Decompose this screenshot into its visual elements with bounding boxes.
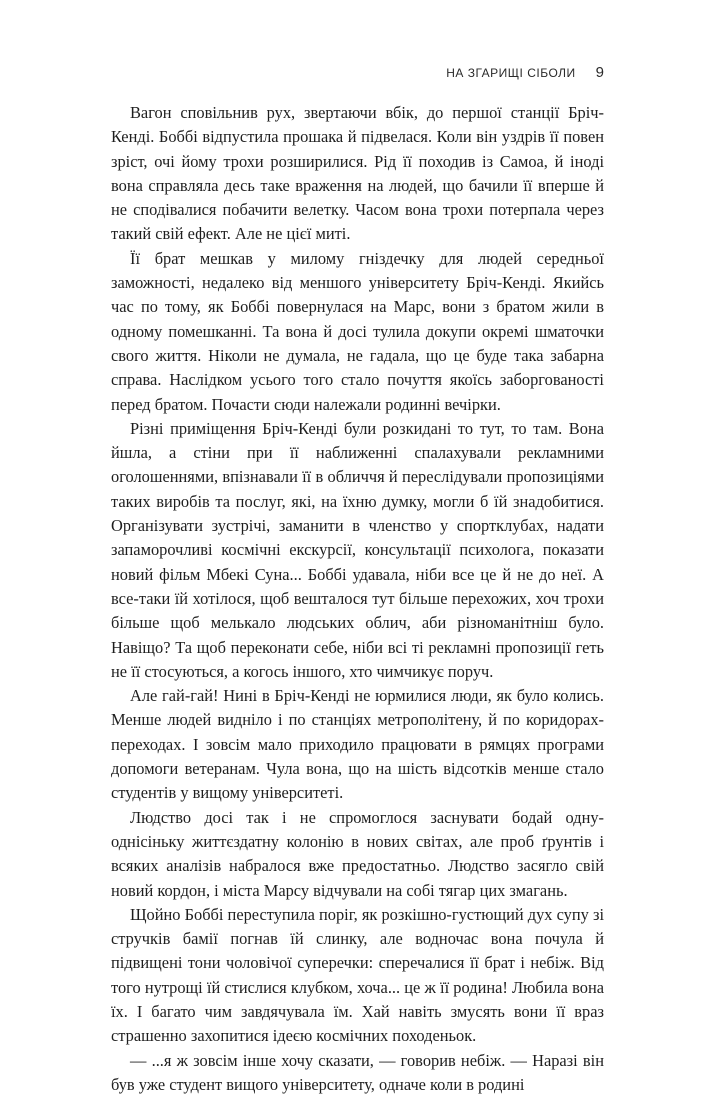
paragraph: Людство досі так і не спромоглося заснувати бодай одну-однісіньку життєздатну колонію в нових світах, але проб ґрунтів і всяких аналізів набралося вже предостатньо. Людство засягло свій новий кордон, і міста Марсу відчували на собі тягар цих змагань. [111, 807, 604, 900]
paragraph: Вагон сповільнив рух, звертаючи вбік, до першої станції Бріч-Кенді. Боббі відпустила прошака й підвелася. Коли він уздрів її повен зріст, очі йому трохи розширилися. Рід її походив із Самоа, й іноді вона справляла десь таке враження на людей, що бачили її вперше й не сподівалися побачити велетку. Часом вона трохи потерпала через такий свій ефект. Але не цієї миті. [111, 103, 604, 244]
running-head [130, 64, 604, 84]
paragraph: Щойно Боббі переступила поріг, як розкішно-густющий дух супу зі стручків бамії погнав їй слинку, але водночас вона почула й підвищені тони чоловічої суперечки: сперечалися її брат і небіж. Від того нутрощі їй стислися клубком, хоча... це ж її родина! Любила вона їх. І багато чим завдячувала їм. Хай навіть змусять вони її враз страшенно захопитися ідеєю космічних походеньок. [111, 904, 604, 1046]
running-title: НА ЗГАРИЩІ СІБОЛИ [446, 66, 576, 80]
paragraph: Її брат мешкав у милому гніздечку для людей середньої заможності, недалеко від меншого університету Бріч-Кенді. Якийсь час по тому, як Боббі повернулася на Марс, вони з братом жили в одному помешканні. Та вона й досі тулила докупи окремі шматочки свого життя. Ніколи не думала, не гадала, що це буде така забарна справа. Наслідком усього того стало почуття якоїсь заборгованості перед братом. Почасти сюди належали родинні вечірки. [111, 248, 604, 414]
paragraph: Різні приміщення Бріч-Кенді були розкидані то тут, то там. Вона йшла, а стіни при її наближенні спалахували рекламними оголошеннями, впізнавали її в обличчя й переслідували пропозиціями таких виробів та послуг, які, на їхню думку, могли б їй знадобитися. Організувати зустрічі, заманити в членство у спортклубах, надати запаморочливі космічні екскурсії, консультації психолога, показати новий фільм Мбекі Суна... Боббі удавала, ніби все це й не до неї. А все-таки їй хотілося, щоб вешталося тут більше перехожих, хоч трохи більше щоб мелькало людських облич, аби різноманітніш було. Навіщо? Та щоб переконати себе, ніби всі ті рекламні пропозиції геть не її стосуються, а когось іншого, хто чимчикує поруч. [111, 418, 604, 681]
text-body [111, 101, 604, 1097]
page-number: 9 [595, 64, 604, 81]
paragraph: Але гай-гай! Нині в Бріч-Кенді не юрмилися люди, як було колись. Менше людей видніло і по станціях метрополітену, й по коридорах-переходах. І зовсім мало приходило працювати в рямцях програми допомоги ветеранам. Чула вона, що на шість відсотків менше стало студентів у вищому університеті. [111, 686, 604, 803]
paragraph: — ...я ж зовсім інше хочу сказати, — говорив небіж. — Наразі він був уже студент вищого університету, одначе коли в родині [111, 1050, 604, 1094]
